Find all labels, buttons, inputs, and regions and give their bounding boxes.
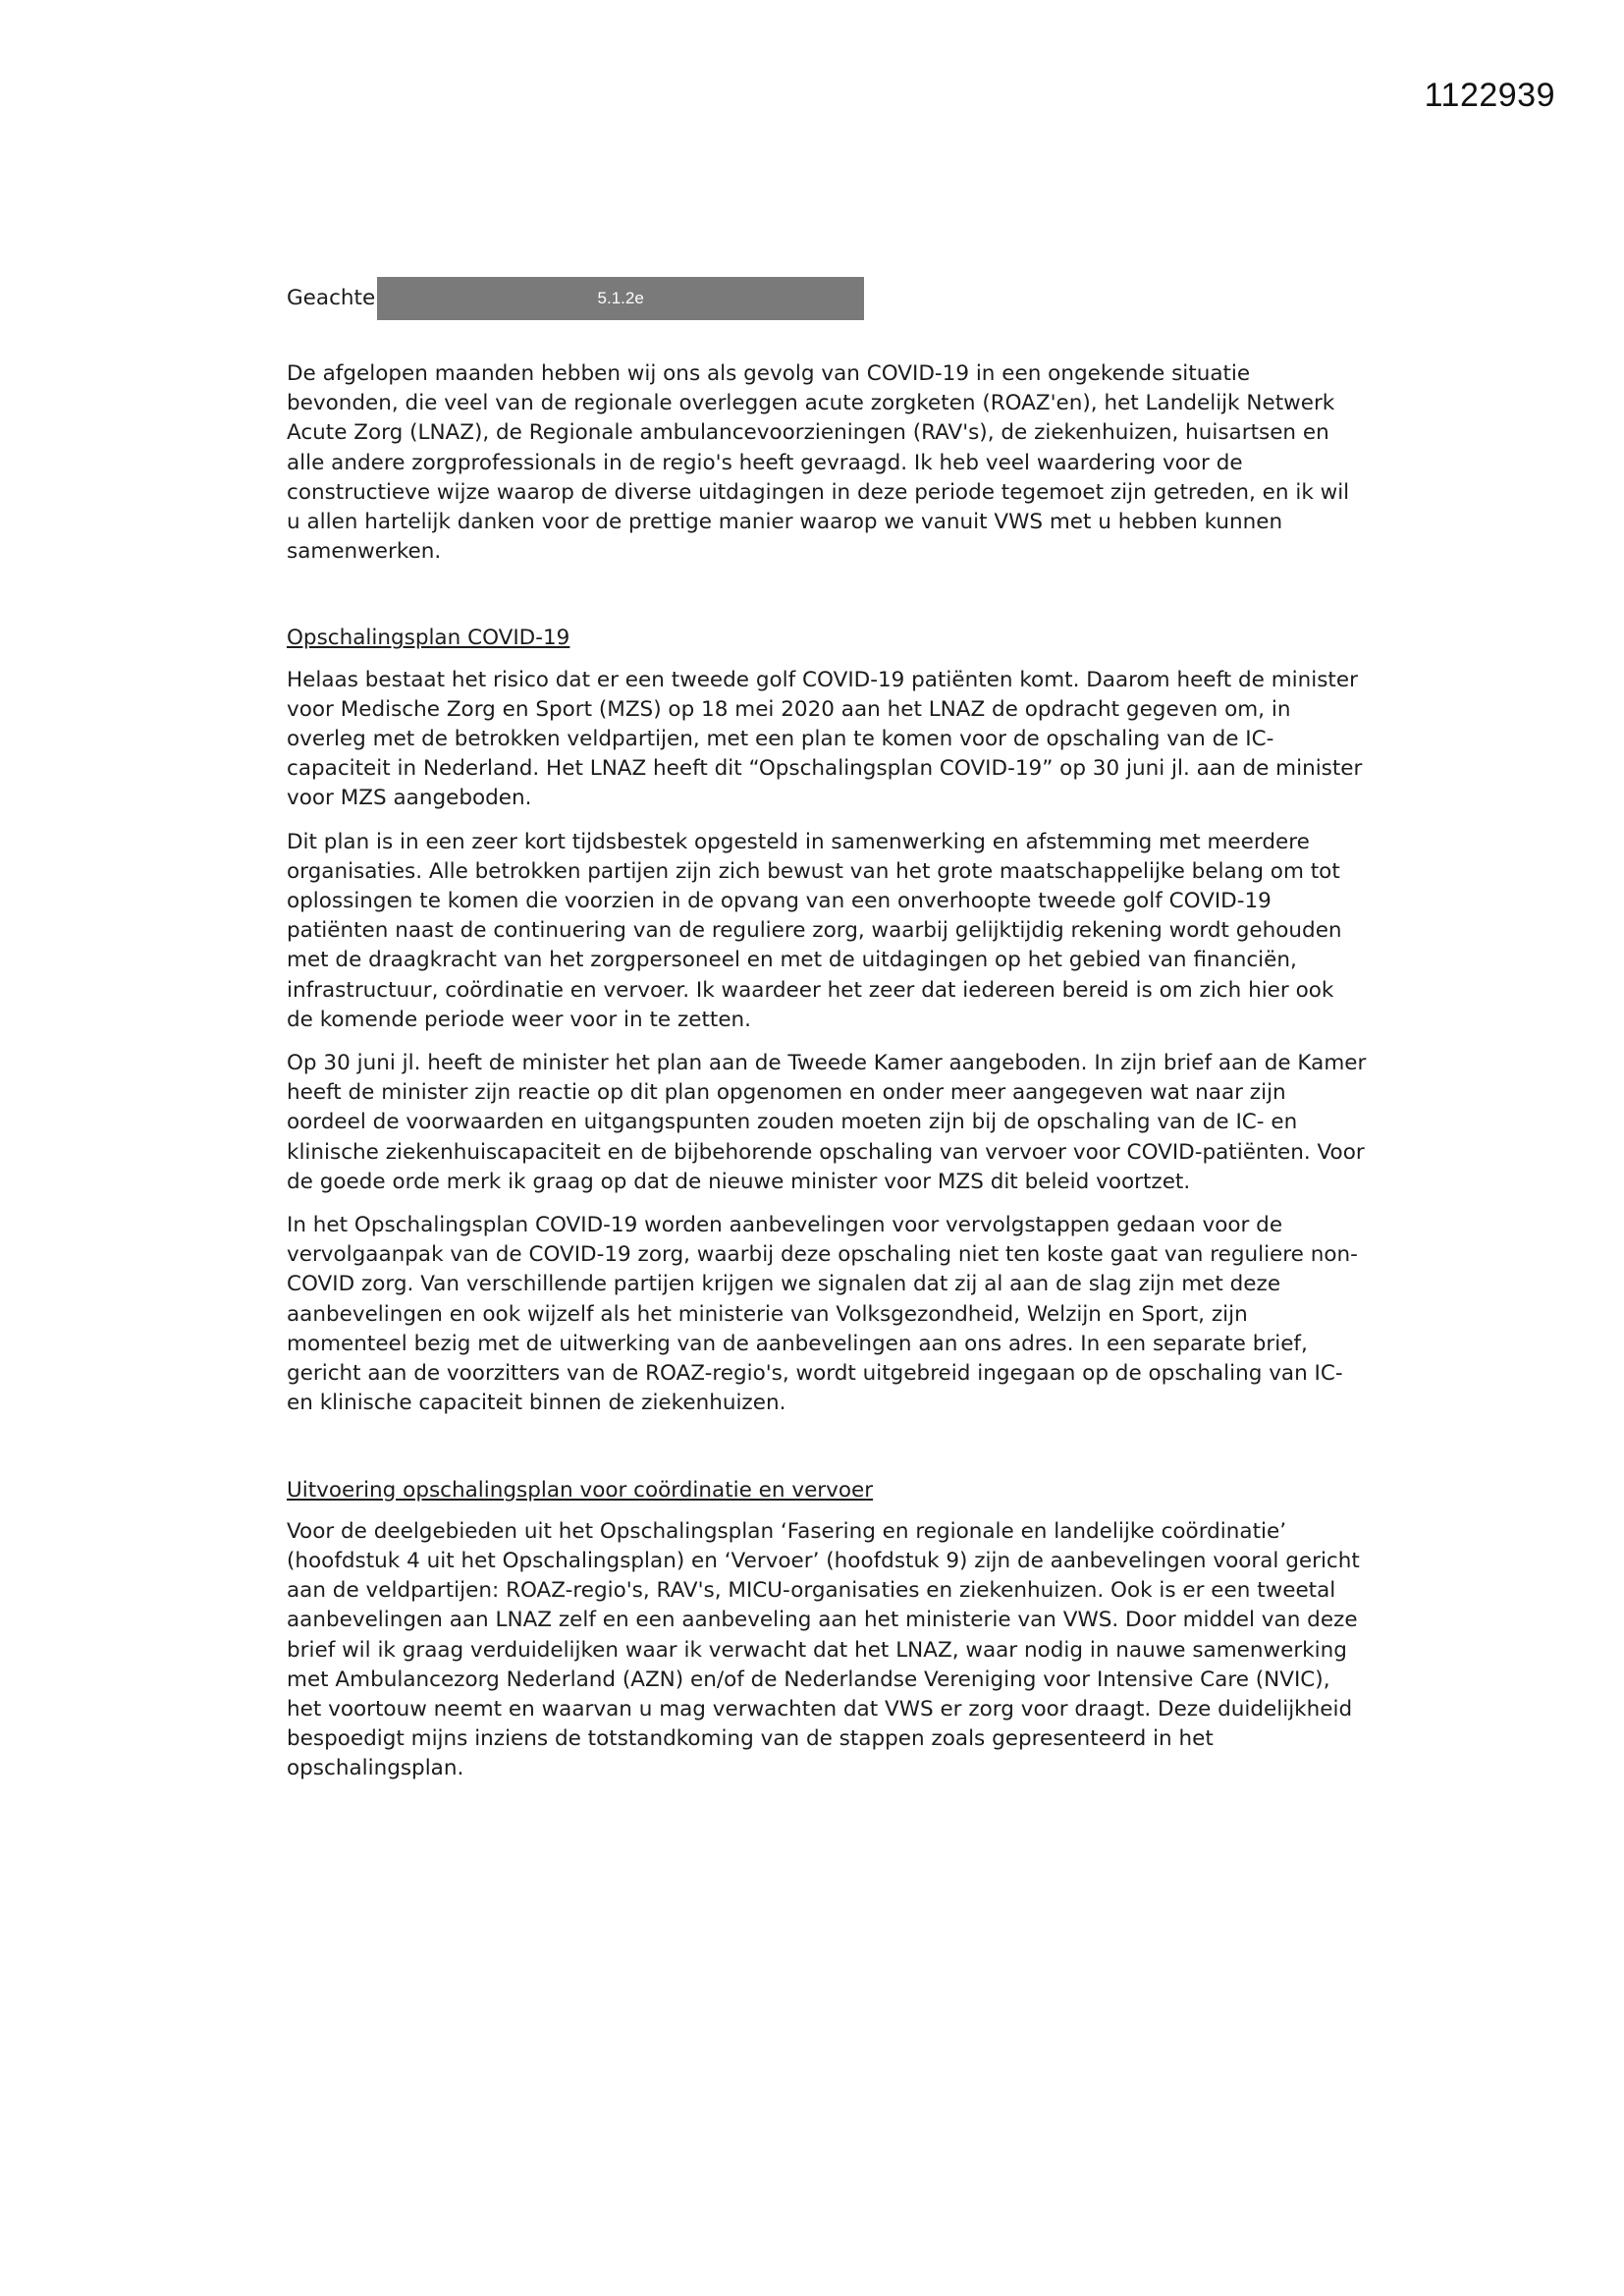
redaction-block bbox=[377, 277, 864, 320]
section-heading-uitvoering: Uitvoering opschalingsplan voor coördinatie en vervoer bbox=[287, 1477, 874, 1503]
redaction-code: 5.1.2e bbox=[597, 288, 644, 307]
paragraph: Voor de deelgebieden uit het Opschalingsplan ‘Fasering en regionale en landelijke coördinatie’ (hoofdstuk 4 uit het Opschalingsplan) en ‘Vervoer’ (hoofdstuk 9) zijn de aanbevelingen vooral gericht aan de veldpartijen: ROAZ-regio's, RAV's, MICU-organisaties en ziekenhuizen. Ook is er een tweetal aanbevelingen aan LNAZ zelf en een aanbeveling aan het ministerie van VWS. Door middel van deze brief wil ik graag verduidelijken waar ik verwacht dat het LNAZ, waar nodig in nauwe samenwerking met Ambulancezorg Nederland (AZN) en/of de Nederlandse Vereniging voor Intensive Care (NVIC), het voortouw neemt en waarvan u mag verwachten dat VWS er zorg voor draagt. Deze duidelijkheid bespoedigt mijns inziens de totstandkoming van de stappen zoals gepresenteerd in het opschalingsplan. bbox=[287, 1518, 1360, 1781]
paragraph: Dit plan is in een zeer kort tijdsbestek opgesteld in samenwerking en afstemming met meerdere organisaties. Alle betrokken partijen zijn zich bewust van het grote maatschappelijke belang om tot oplossingen te komen die voorzien in de opvang van een onverhoopte tweede golf COVID-19 patiënten naast de continuering van de reguliere zorg, waarbij gelijktijdig rekening wordt gehouden met de draagkracht van het zorgpersoneel en met de uitdagingen op het gebied van financiën, infrastructuur, coördinatie en vervoer. Ik waardeer het zeer dat iedereen bereid is om zich hier ook de komende periode weer voor in te zetten. bbox=[287, 829, 1342, 1032]
paragraph: Op 30 juni jl. heeft de minister het plan aan de Tweede Kamer aangeboden. In zijn brief aan de Kamer heeft de minister zijn reactie op dit plan opgenomen en onder meer aangegeven wat naar zijn oordeel de voorwaarden en uitgangspunten zouden moeten zijn bij de opschaling van de IC- en klinische ziekenhuiscapaciteit en de bijbehorende opschaling van vervoer voor COVID-patiënten. Voor de goede orde merk ik graag op dat de nieuwe minister voor MZS dit beleid voortzet. bbox=[287, 1051, 1367, 1194]
intro-paragraph: De afgelopen maanden hebben wij ons als gevolg van COVID-19 in een ongekende situatie bevonden, die veel van de regionale overleggen acute zorgketen (ROAZ'en), het Landelijk Netwerk Acute Zorg (LNAZ), de Regionale ambulancevoorzieningen (RAV's), de ziekenhuizen, huisartsen en alle andere zorgprofessionals in de regio's heeft gevraagd. Ik heb veel waardering voor de constructieve wijze waarop de diverse uitdagingen in deze periode tegemoet zijn getreden, en ik wil u allen hartelijk danken voor de prettige manier waarop we vanuit VWS met u hebben kunnen samenwerken. bbox=[287, 361, 1350, 565]
salutation-word: Geachte bbox=[287, 285, 376, 310]
paragraph: In het Opschalingsplan COVID-19 worden aanbevelingen voor vervolgstappen gedaan voor de vervolgaanpak van de COVID-19 zorg, waarbij deze opschaling niet ten koste gaat van reguliere non-COVID zorg. Van verschillende partijen krijgen we signalen dat zij al aan de slag zijn met deze aanbevelingen en ook wijzelf als het ministerie van Volksgezondheid, Welzijn en Sport, zijn momenteel bezig met de uitwerking van de aanbevelingen aan ons adres. In een separate brief, gericht aan de voorzitters van de ROAZ-regio's, wordt uitgebreid ingegaan op de opschaling van IC- en klinische capaciteit binnen de ziekenhuizen. bbox=[287, 1213, 1358, 1416]
section-heading-opschalingsplan: Opschalingsplan COVID-19 bbox=[287, 626, 570, 651]
document-number: 1122939 bbox=[1424, 77, 1555, 114]
paragraph: Helaas bestaat het risico dat er een tweede golf COVID-19 patiënten komt. Daarom heeft de minister voor Medische Zorg en Sport (MZS) op 18 mei 2020 aan het LNAZ de opdracht gegeven om, in overleg met de betrokken veldpartijen, met een plan te komen voor de opschaling van de IC-capaciteit in Nederland. Het LNAZ heeft dit “Opschalingsplan COVID-19” op 30 juni jl. aan de minister voor MZS aangeboden. bbox=[287, 667, 1363, 811]
letter-body bbox=[287, 277, 1367, 1798]
salutation bbox=[287, 277, 1367, 320]
